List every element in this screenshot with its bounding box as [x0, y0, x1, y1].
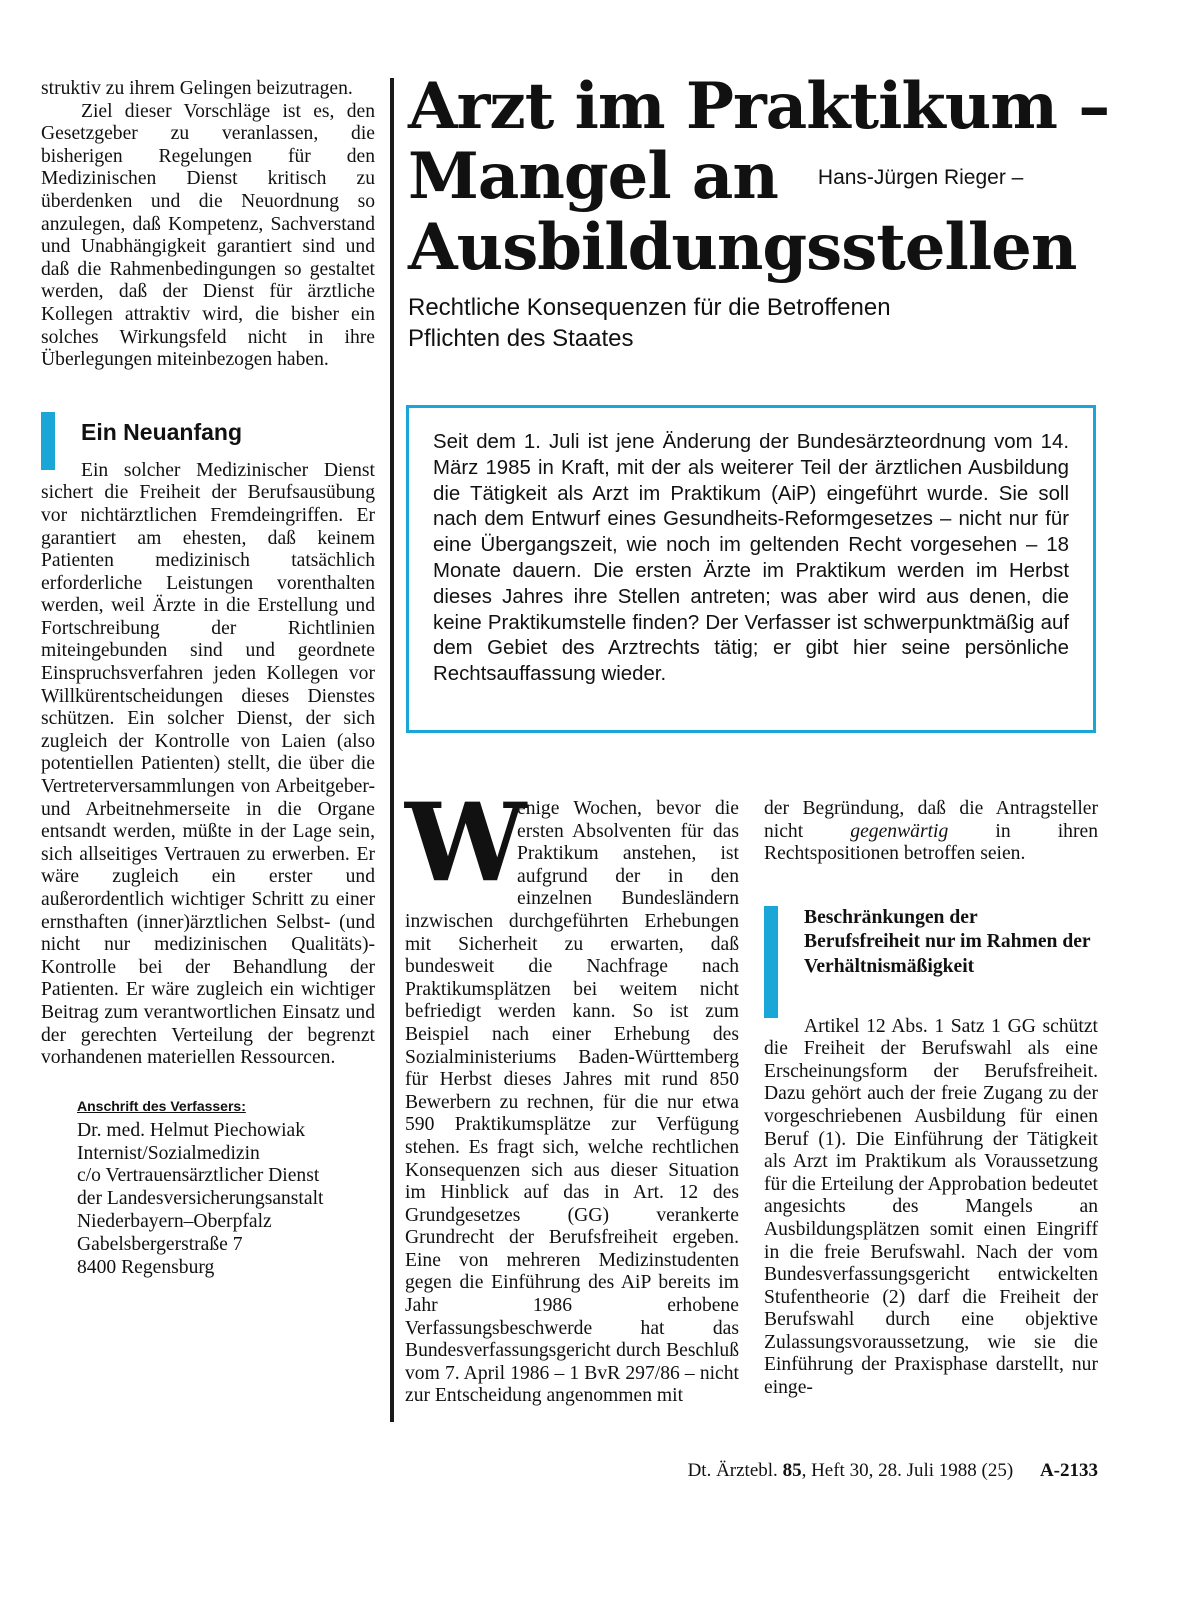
emphasis: gegenwärtig	[850, 820, 949, 842]
page-reference: A-2133	[1039, 1460, 1098, 1481]
section-paragraph: Ein solcher Medizinischer Dienst sichert die Freiheit der Berufsausübung vor nichtärztlichen Fremdeingriffen. Er garantiert am ehesten, daß keinem Patienten medizinisch tatsächlich erforderliche Leistungen vorenthalten werden, weil Ärzte in die Erstellung und Fortschreibung der Richtlinien miteingebunden sind und geordnete Einspruchsverfahren jeden Kollegen vor Willkürentscheidungen dieses Dienstes schützen. Ein solcher Dienst, der sich zugleich der Kontrolle von Laien (also potentiellen Patienten) stellt, die über die Vertreterversammlungen von Arbeitgeber- und Arbeitnehmerseite in die Organe entsandt werden, müßte in der Lage sein, sich allseitiges Vertrauen zu erwerben. Er wäre zugleich ein erster und außerordentlich wichtiger Schritt zu einer ernsthaften (inner)ärztlichen Selbst- (und nicht nur medizinischen Qualitäts)-Kontrolle bei der Behandlung der Patienten. Er wäre zugleich ein wichtiger Beitrag zum verantwortlichen Einsatz und der gerechten Verteilung der begrenzt vorhandenen materiellen Ressourcen.	[41, 459, 375, 1069]
left-column	[41, 78, 375, 1279]
abstract-box	[406, 405, 1096, 733]
intro-paragraph-1: struktiv zu ihrem Gelingen beizutragen.	[41, 78, 353, 99]
address-line: Gabelsbergerstraße 7	[77, 1233, 243, 1255]
right-column	[764, 798, 1098, 1400]
author-name: Hans-Jürgen Rieger –	[817, 166, 1024, 189]
accent-bar	[41, 412, 55, 470]
title-line-2: Mangel an	[408, 139, 778, 214]
address-label: Anschrift des Verfassers:	[77, 1097, 246, 1114]
column-divider	[390, 78, 394, 1422]
title-line-3: Ausbildungsstellen	[408, 210, 1077, 285]
address-line: c/o Vertrauensärztlicher Dienst	[77, 1165, 320, 1187]
abstract-text: Seit dem 1. Juli ist jene Änderung der Bundesärzteordnung vom 14. März 1985 in Kraft, mit der als weiterer Teil der ärztlichen Ausbildung die Tätigkeit als Arzt im Praktikum (AiP) eingeführt wurde. Sie soll nach dem Entwurf eines Gesundheits-Reformgesetzes – nicht nur für eine Übergangszeit, wie noch im geltenden Recht vorgesehen – 18 Monate dauern. Die ersten Ärzte im Praktikum werden im Herbst dieses Jahres ihre Stellen antreten; was aber wird aus denen, die keine Praktikumstelle finden? Der Verfasser ist schwerpunktmäßig auf dem Gebiet des Arztrechts tätig; er gibt hier seine persönliche Rechtsauffassung wieder.	[433, 431, 1069, 686]
address-line: Niederbayern–Oberpfalz	[77, 1210, 272, 1232]
volume: 85	[782, 1460, 802, 1481]
subheading: Beschränkungen der Berufsfreiheit nur im Rahmen der Verhältnismäßigkeit	[804, 906, 1091, 977]
body-paragraph-3: Artikel 12 Abs. 1 Satz 1 GG schützt die Freiheit der Berufswahl als eine Erscheinungsform der Berufsfreiheit. Dazu gehört auch der freie Zugang zu der vorgeschriebenen Ausbildung für einen Beruf (1). Die Einführung der Tätigkeit als Arzt im Praktikum als Voraussetzung für die Erteilung der Approbation bedeutet angesichts des Mangels an Ausbildungsplätzen somit einen Eingriff in die freie Berufswahl. Nach der vom Bundesverfassungsgericht entwickelten Stufentheorie (2) darf die Freiheit der Berufswahl durch eine objektive Zulassungsvoraussetzung, wie sie die Einführung der Praxisphase darstellt, nur einge-	[764, 1015, 1098, 1399]
article-title	[408, 69, 1128, 285]
address-line: Internist/Sozialmedizin	[77, 1142, 260, 1164]
accent-bar	[764, 906, 778, 1018]
body-paragraph-2: der Begründung, daß die Antragsteller nicht gegenwärtig in ihren Rechtspositionen betroffen seien.	[764, 798, 1098, 865]
body-paragraph-1: enige Wochen, bevor die ersten Absolventen für das Praktikum anstehen, ist aufgrund der in den einzelnen Bundesländern inzwischen durchgeführten Erhebungen mit Sicherheit zu erwarten, daß bundesweit die Nachfrage nach Praktikumsplätzen bei weitem nicht befriedigt werden kann. So ist zum Beispiel nach einer Erhebung des Sozialministeriums Baden-Württemberg für Herbst dieses Jahres mit rund 850 Bewerbern zu rechnen, für die nur etwa 590 Praktikumsplätze zur Verfügung stehen. Es fragt sich, welche rechtlichen Konsequenzen sich aus dieser Situation im Hinblick auf das in Art. 12 des Grundgesetzes (GG) verankerte Grundrecht der Berufsfreiheit ergeben. Eine von mehreren Medizinstudenten gegen die Einführung des AiP bereits im Jahr 1986 erhobene Verfassungsbeschwerde hat das Bundesverfassungsgericht durch Beschluß vom 7. April 1986 – 1 BvR 297/86 – nicht zur Entscheidung angenommen mit	[405, 798, 739, 1407]
subtitle-line-2: Pflichten des Staates	[408, 325, 634, 352]
middle-column	[405, 780, 739, 1408]
section-heading: Ein Neuanfang	[81, 418, 243, 445]
drop-cap: W	[405, 780, 527, 906]
subheading-block	[764, 906, 1098, 980]
page-footer	[688, 1460, 1098, 1482]
journal-name: Dt. Ärztebl.	[687, 1460, 778, 1481]
address-line: Dr. med. Helmut Piechowiak	[77, 1119, 306, 1141]
subtitle-line-1: Rechtliche Konsequenzen für die Betroffenen	[408, 294, 891, 321]
title-line-1: Arzt im Praktikum –	[408, 69, 1110, 144]
intro-paragraph-2: Ziel dieser Vorschläge ist es, den Gesetzgeber zu veranlassen, die bisherigen Regelungen für den Medizinischen Dienst kritisch zu überdenken und die Neuordnung so anzulegen, daß Kompetenz, Sachverstand und Unabhängigkeit garantiert sind und daß die Rahmenbedingungen so gestaltet werden, daß der Dienst für ärztliche Kollegen attraktiv wird, die bisher ein solches Wirkungsfeld nicht in ihre Überlegungen miteinbezogen haben.	[41, 100, 375, 371]
section-heading-block	[41, 412, 375, 446]
address-line: der Landesversicherungsanstalt	[77, 1188, 324, 1210]
article-subtitle	[408, 292, 1108, 354]
address-line: 8400 Regensburg	[77, 1256, 215, 1278]
address-block	[41, 1120, 375, 1280]
issue-info: , Heft 30, 28. Juli 1988 (25)	[801, 1460, 1014, 1481]
